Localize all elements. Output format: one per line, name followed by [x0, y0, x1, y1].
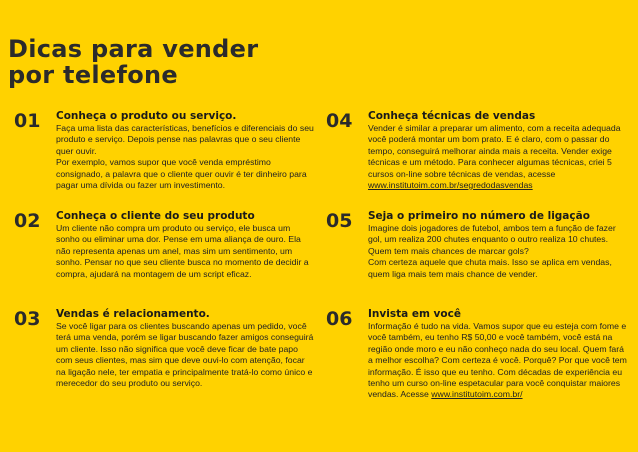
tip-text: Um cliente não compra um produto ou serviço, ele busca um sonho ou eliminar uma dor. Pense em uma aliança de ouro. Ela não representa apenas um anel, mas sim um sentimento, um sonho. Pensar no que seu cliente busca no momento de decidir a compra, ajudará na montagem de um script eficaz. [56, 223, 309, 279]
tip-text: Por exemplo, vamos supor que você venda empréstimo consignado, a palavra que o cliente quer ouvir é ter dinheiro para pagar uma dívida ou fazer um investimento. [56, 157, 307, 191]
page-title [8, 36, 258, 88]
tip-number: 03 [14, 308, 41, 330]
tip-text: Faça uma lista das características, benefícios e diferenciais do seu produto e serviço. Depois pense nas palavras que o seu cliente quer ouvir. [56, 123, 314, 156]
tip-text: Imagine dois jogadores de futebol, ambos tem a função de fazer gol, um realiza 200 chutes enquanto o outro realiza 10 chutes. Quem tem mais chances de marcar gols? [368, 223, 616, 256]
tip-text: Com certeza aquele que chuta mais. Isso se aplica em vendas, quem liga mais tem mais chance de vender. [368, 257, 612, 279]
tip-number: 05 [326, 210, 353, 232]
tip-heading: Conheça o produto ou serviço. [56, 110, 237, 122]
tip-heading: Conheça o cliente do seu produto [56, 210, 255, 222]
tip-number: 04 [326, 110, 353, 132]
tip-text: Informação é tudo na vida. Vamos supor que eu esteja com fome e você também, eu tenho R$ 50,00 e você também, você está na região onde moro e eu não conheço nada do seu local. Quem fará a melhor escolha? Com certeza é você. Porquê? Por que você tem informação. É isso que eu tenho. Com décadas de experiência eu tenho um curso on-line espetacular para você conquistar maiores vendas. Acesse [368, 321, 627, 400]
page-title-line-2: por telefone [8, 61, 179, 89]
tip-heading: Invista em você [368, 308, 461, 320]
course-link[interactable]: www.institutoim.com.br/ [431, 389, 523, 400]
course-link[interactable]: www.institutoim.com.br/segredodasvendas [368, 180, 533, 191]
tip-heading: Conheça técnicas de vendas [368, 110, 536, 122]
tip-number: 06 [326, 308, 353, 330]
tip-text: Vender é similar a preparar um alimento, com a receita adequada você poderá montar um bom prato. E é claro, com o passar do tempo, conseguirá melhorar ainda mais a receita. Vender exige técnicas e um método. Para conhecer algumas técnicas, criei 5 cursos on-line sobre técnicas de vendas, acesse [368, 123, 621, 179]
page-title-line-1: Dicas para vender [8, 35, 259, 63]
tip-number: 02 [14, 210, 41, 232]
tip-heading: Seja o primeiro no número de ligação [368, 210, 590, 222]
tip-number: 01 [14, 110, 41, 132]
tip-text: Se você ligar para os clientes buscando apenas um pedido, você terá uma venda, porém se ligar buscando fazer amigos conseguirá um cliente. Isso não significa que você deve ficar de bate papo com seus clientes, mas sim que deve ouvi-lo com atenção, focar na ligação nele, ter empatia e principalmente tratá-lo como único e merecedor do seu produto ou serviço. [56, 321, 314, 389]
tip-heading: Vendas é relacionamento. [56, 308, 210, 320]
